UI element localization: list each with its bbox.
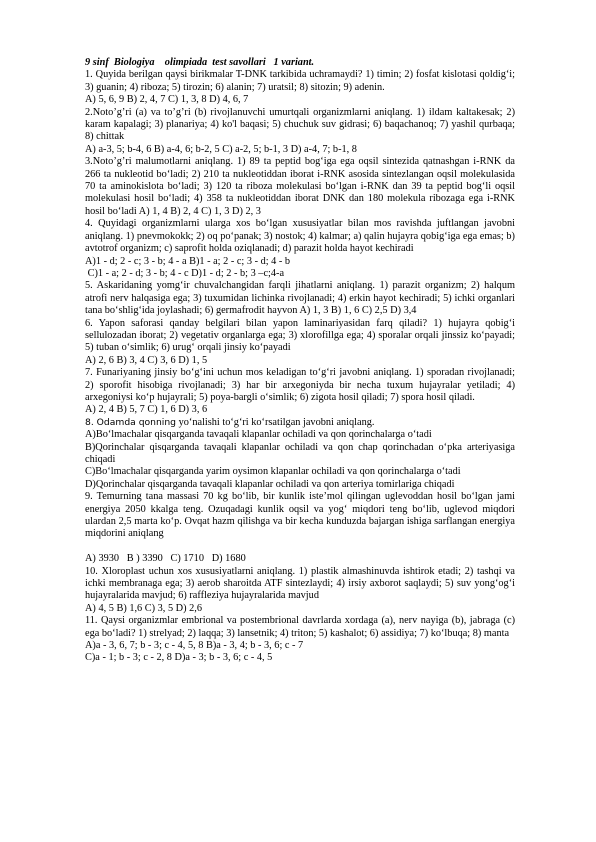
question-7-answers: A) 2, 4 B) 5, 7 C) 1, 6 D) 3, 6 bbox=[85, 404, 208, 416]
question-8-option-d: D)Qorinchalar qisqarganda tavaqali klapanlar ochiladi va qon arteriya tomirlariga chiqadi bbox=[85, 478, 455, 490]
document-title: 9 sinf Biologiya olimpiada test savollari 1 variant. bbox=[85, 57, 315, 68]
question-4-answers-line-1: A)1 - d; 2 - c; 3 - b; 4 - a B)1 - a; 2 - c; 3 - d; 4 - b bbox=[85, 255, 291, 267]
question-7: 7. Funariyaning jinsiy bo‘g‘ini uchun mos keladigan to‘g‘ri javobni aniqlang. 1) sporadan rivojlanadi; 2) sporofit hisobiga rivojlanadi; 3) har bir arxegoniyda bir necha tuxum hujayralar yetiladi; 4) arxegoniysi ko‘p hujayrali; 5) poya-bargli o‘simlik; 6) zigota hosil qiladi; 7) spora hosil qiladi. bbox=[85, 367, 515, 403]
question-8-prefix: 8. Odamda qonning bbox=[85, 416, 177, 428]
question-2-answers: A) a-3, 5; b-4, 6 B) a-4, 6; b-2, 5 C) a-2, 5; b-1, 3 D) a-4, 7; b-1, 8 bbox=[85, 143, 357, 155]
question-6-answers: A) 2, 6 B) 3, 4 C) 3, 6 D) 1, 5 bbox=[85, 354, 208, 366]
question-8-text: yo‘nalishi to‘g‘ri ko‘rsatilgan javobni aniqlang. bbox=[176, 416, 375, 428]
question-8-option-c: C)Bo‘lmachalar qisqarganda yarim oysimon klapanlar ochiladi va qon qorinchalarga o‘tadi bbox=[85, 466, 461, 478]
question-10-answers: A) 4, 5 B) 1,6 C) 3, 5 D) 2,6 bbox=[85, 602, 202, 614]
question-10: 10. Xloroplast uchun xos xususiyatlarni aniqlang. 1) plastik almashinuvda ishtirok etadi; 2) tashqi va ichki membranaga ega; 3) aerob sharoitda ATF sintezlaydi; 4) irsiy axborot saqlaydi; 5) suv yong‘og‘i hujayralarida mavjud; 6) raffleziya hujayralarida mavjud bbox=[85, 565, 515, 602]
question-8-option-a: A)Bo‘lmachalar qisqarganda tavaqali klapanlar ochiladi va qon qorinchalarga o‘tadi bbox=[85, 429, 432, 441]
question-1-answers: A) 5, 6, 9 B) 2, 4, 7 C) 1, 3, 8 D) 4, 6, 7 bbox=[85, 94, 249, 106]
question-8-option-b: B)Qorinchalar qisqarganda tavaqali klapanlar ochiladi va qon chap qorinchadan o‘pka arteriyasiga chiqadi bbox=[85, 441, 515, 465]
question-2: 2.Noto’g’ri (a) va to’g’ri (b) rivojlanuvchi umurtqali organizmlarni aniqlang. 1) ildam kaltakesak; 2) karam kapalagi; 3) planariya; 4) ko'l baqasi; 5) chuchuk suv gidrasi; 6) baqachanoq; 7) yashil qurbaqa; 8) chittak bbox=[85, 106, 515, 143]
blank-line bbox=[85, 541, 515, 553]
question-5: 5. Askaridaning yomg‘ir chuvalchangidan farqli jihatlarni aniqlang. 1) parazit organizm; 2) halqum atrofi nerv halqasiga ega; 3) tuxumidan lichinka rivojlanadi; 4) erkin hayot kechiradi; 5) ichki organlari tana bo‘shlig‘ida joylashadi; 6) germafrodit hayvon A) 1, 3 B) 1, 6 C) 2,5 D) 3,4 bbox=[85, 280, 515, 317]
question-6: 6. Yapon saforasi qanday belgilari bilan yapon laminariyasidan farq qiladi? 1) hujayra qobig‘i sellulozadan iborat; 2) vegetativ organlarga ega; 3) xlorofillga ega; 4) sporalar orqali jinssiz ko‘payadi; 5) tuban o‘simlik; 6) urug‘ orqali jinsiy ko‘payadi bbox=[85, 317, 515, 354]
question-9: 9. Temurning tana massasi 70 kg bo‘lib, bir kunlik iste’mol qilingan uglevoddan hosil bo‘lgan jami energiya 2050 kkalga teng. Ozuqadagi kunlik oqsil va yog‘ miqdori teng bo‘lib, uglevod miqdori ulardan 2,5 marta ko‘p. Ovqat hazm qilishga va bir kecha kunduzda bajargan ishiga sarflangan energiya miqdorini aniqlang bbox=[85, 491, 515, 540]
question-8 bbox=[85, 417, 515, 429]
question-3: 3.Noto’g’ri malumotlarni aniqlang. 1) 89 ta peptid bog‘iga ega oqsil sintezida qatnashgan i-RNK da 266 ta nukleotid bo‘ladi; 2) 210 ta nukleotiddan iborat i-RNK asosida sintezlangan oqsil molekulasida 70 ta aminokislota bo‘ladi; 3) 120 ta riboza molekulasi bo‘lgan i-RNK dan 39 ta peptid bog‘li oqsil molekulasi hosil bo‘ladi; 4) 358 ta nukleotiddan iborat DNK dan 180 molekula ribozaga ega i-RNK hosil bo‘ladi A) 1, 4 B) 2, 4 C) 1, 3 D) 2, 3 bbox=[85, 156, 515, 217]
question-11: 11. Qaysi organizmlar embrional va postembrional davrlarda xordaga (a), nerv nayiga (b), jabraga (c) ega bo‘ladi? 1) strelyad; 2) laqqa; 3) lansetnik; 4) triton; 5) kashalot; 6) assidiya; 7) ko‘lbuqa; 8) manta bbox=[85, 615, 515, 639]
question-9-answers: A) 3930 B ) 3390 C) 1710 D) 1680 bbox=[85, 553, 246, 565]
question-4-answers-line-2: C)1 - a; 2 - d; 3 - b; 4 - c D)1 - d; 2 - b; 3 –c;4-a bbox=[85, 267, 285, 279]
question-11-answers-line-2: C)a - 1; b - 3; c - 2, 8 D)a - 3; b - 3, 6; c - 4, 5 bbox=[85, 652, 273, 664]
question-11-answers-line-1: A)a - 3, 6, 7; b - 3; c - 4, 5, 8 B)a - 3, 4; b - 3, 6; c - 7 bbox=[85, 640, 304, 652]
document-page bbox=[85, 57, 515, 665]
question-4: 4. Quyidagi organizmlarni ularga xos bo‘lgan xususiyatlar bilan mos ravishda juftlangan javobni aniqlang. 1) pnevmokokk; 2) oq po‘panak; 3) nostok; 4) kalmar; a) qalin hujayra qobig‘iga ega emas; b) avtotrof organizm; c) saprofit holda oziqlanadi; d) parazit holda hayot kechiradi bbox=[85, 218, 515, 255]
question-1: 1. Quyida berilgan qaysi birikmalar T-DNK tarkibida uchramaydi? 1) timin; 2) fosfat kislotasi qoldig‘i; 3) guanin; 4) riboza; 5) tirozin; 6) alanin; 7) uratsil; 8) sitozin; 9) adenin. bbox=[85, 69, 515, 93]
